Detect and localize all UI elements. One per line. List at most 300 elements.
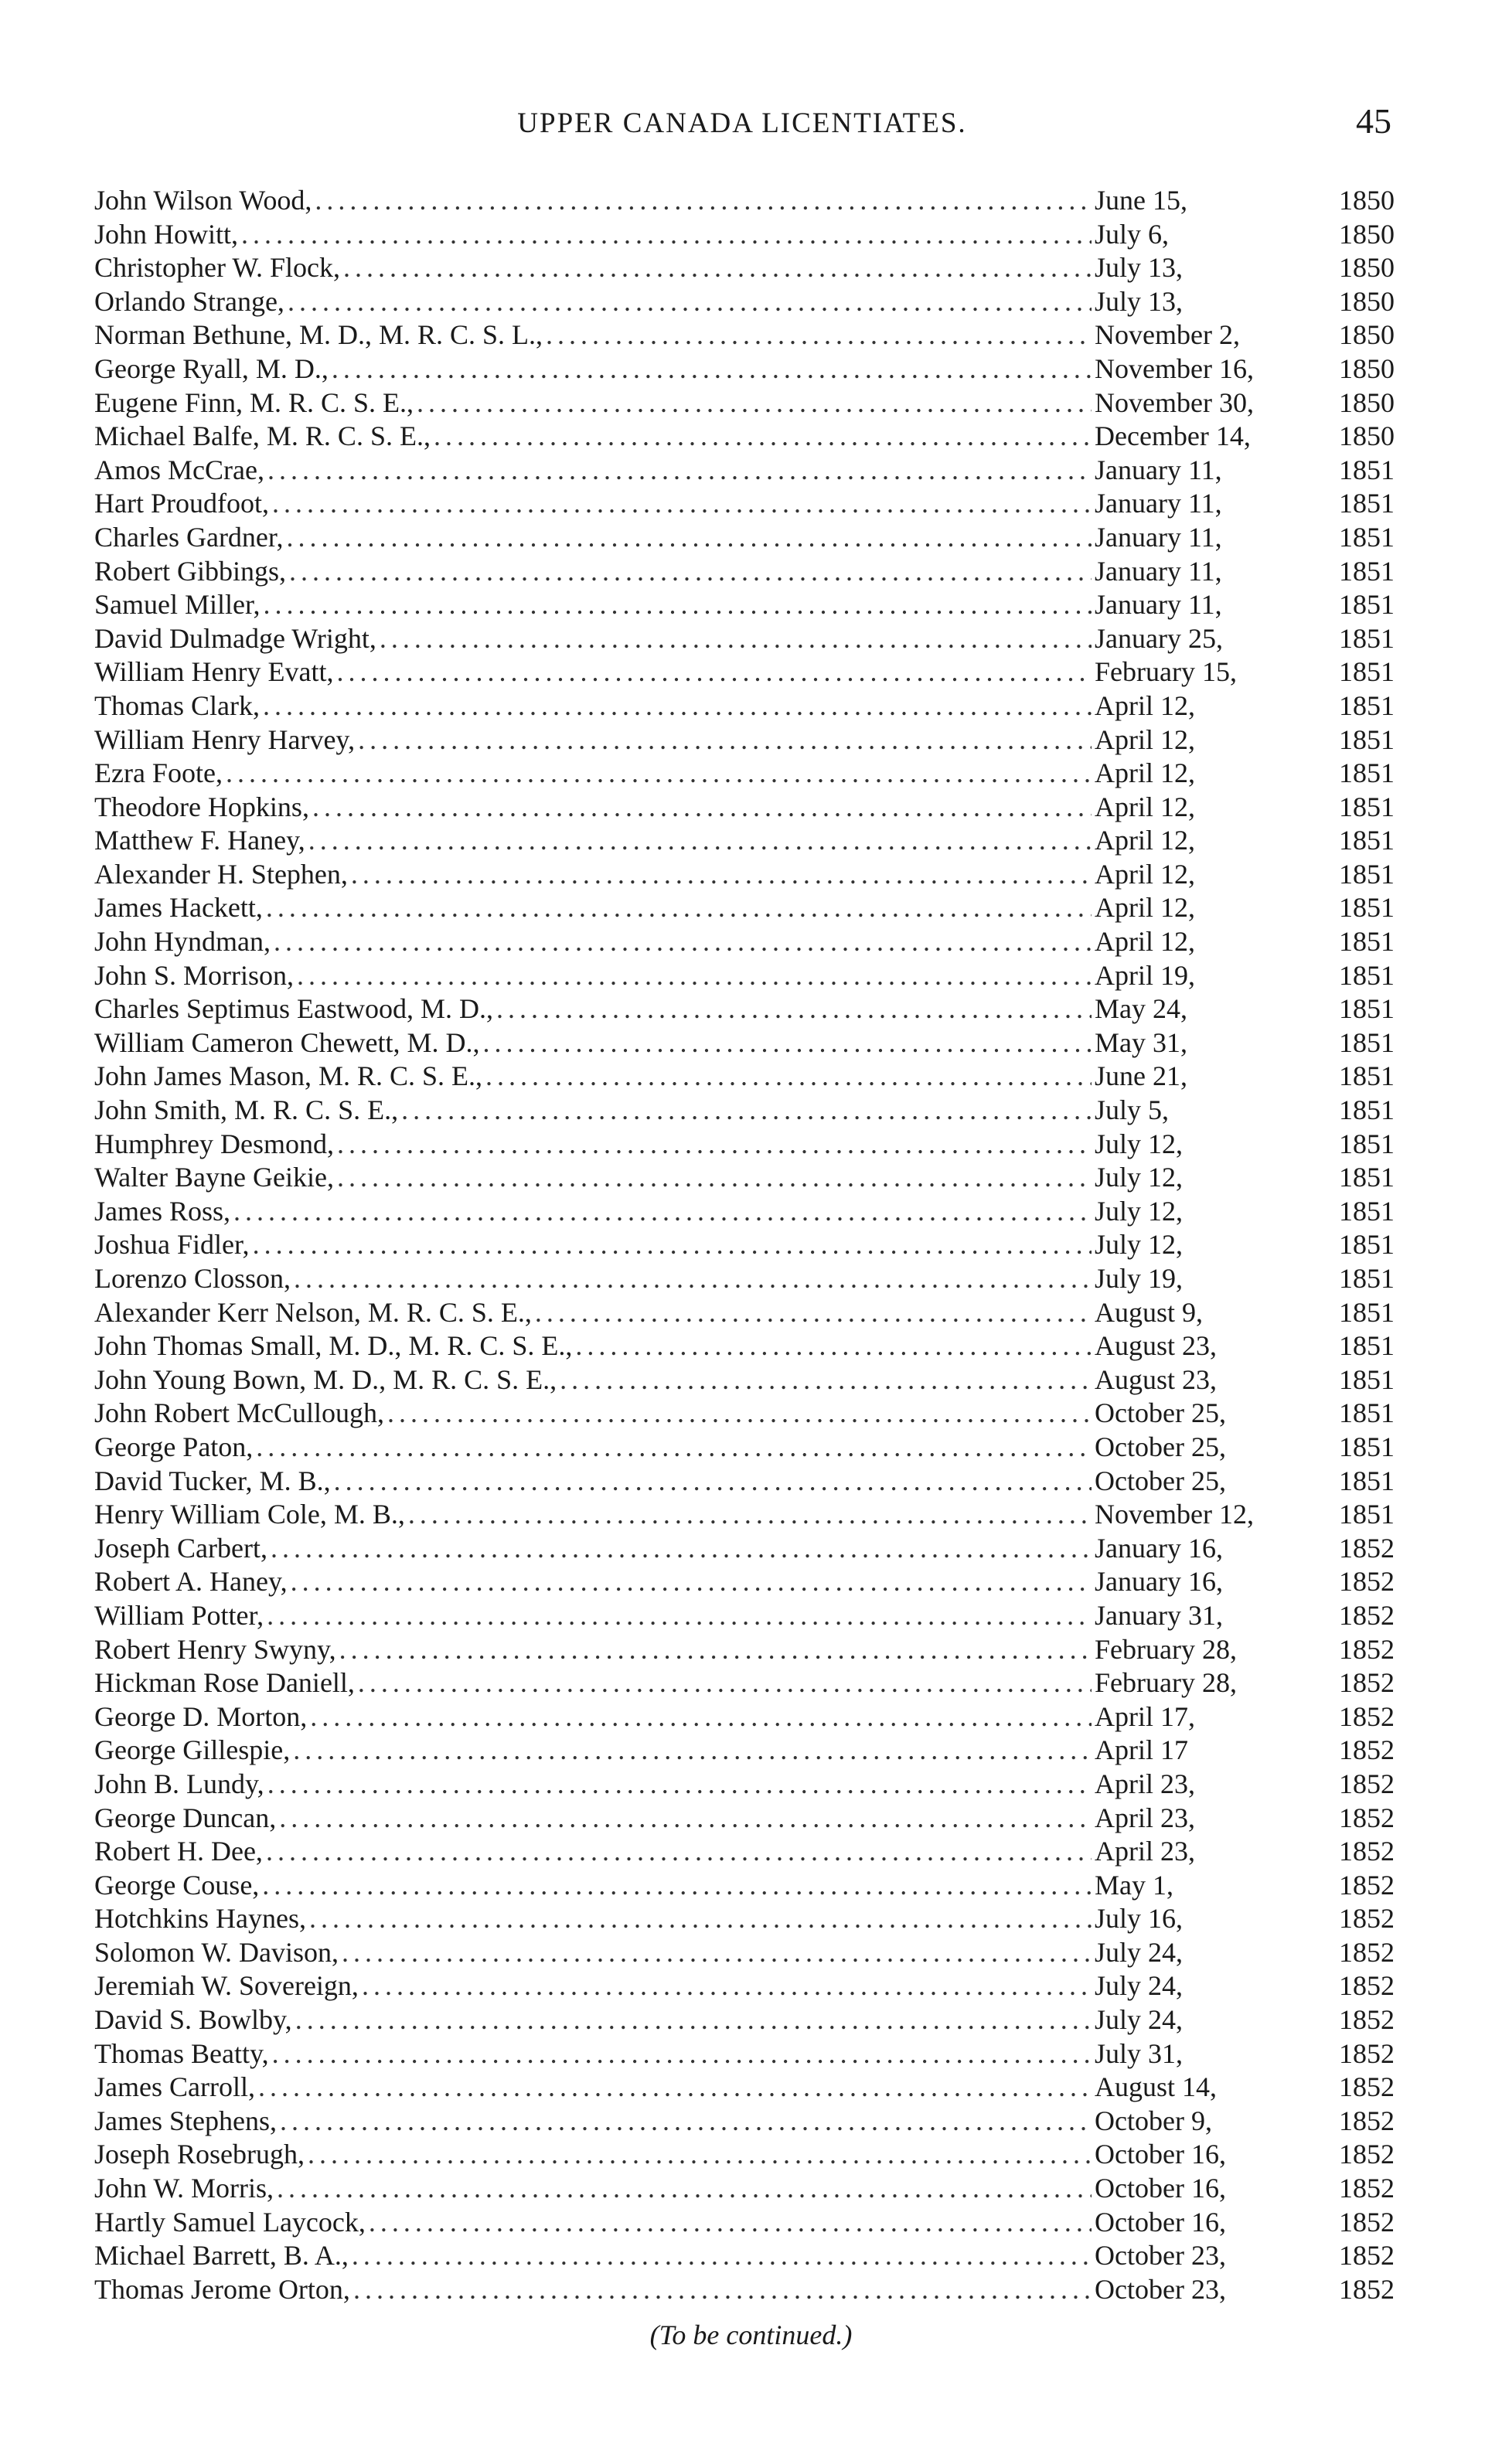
dot-leader xyxy=(560,1363,1092,1396)
licentiate-name: Michael Balfe, M. R. C. S. E., xyxy=(94,420,431,452)
licence-date: October 16, xyxy=(1095,2206,1226,2238)
list-item xyxy=(94,1532,1395,1566)
licence-date: October 25, xyxy=(1095,1431,1226,1462)
list-item xyxy=(94,655,1395,689)
dot-leader xyxy=(535,1296,1092,1329)
licentiate-name: Robert H. Dee, xyxy=(94,1836,263,1867)
list-item xyxy=(94,1431,1395,1465)
licentiate-name: Eugene Finn, M. R. C. S. E., xyxy=(94,386,414,418)
list-item xyxy=(94,184,1395,218)
dot-leader xyxy=(274,925,1092,958)
licence-year: 1850 xyxy=(1339,420,1395,452)
licence-year: 1850 xyxy=(1339,252,1395,284)
licentiate-name: Samuel Miller, xyxy=(94,589,261,621)
licentiate-name: Orlando Strange, xyxy=(94,285,284,317)
list-item xyxy=(94,2071,1395,2105)
dot-leader xyxy=(352,2239,1092,2272)
licence-year: 1851 xyxy=(1339,1330,1395,1362)
dot-leader xyxy=(332,352,1092,385)
licentiate-name: Robert A. Haney, xyxy=(94,1566,288,1598)
dot-leader xyxy=(342,1936,1092,1969)
licentiate-name: David S. Bowlby, xyxy=(94,2004,292,2036)
licentiate-name: Hickman Rose Daniell, xyxy=(94,1667,355,1699)
licentiate-name: Alexander H. Stephen, xyxy=(94,858,348,890)
list-item xyxy=(94,1902,1395,1936)
continued-note: (To be continued.) xyxy=(649,2319,853,2350)
licence-year: 1850 xyxy=(1339,218,1395,250)
licentiate-name: William Henry Harvey, xyxy=(94,723,356,755)
dot-leader xyxy=(362,1969,1092,2002)
licentiate-name: Alexander Kerr Nelson, M. R. C. S. E., xyxy=(94,1296,532,1328)
licence-date: October 23, xyxy=(1095,2273,1226,2305)
list-item xyxy=(94,1329,1395,1363)
dot-leader xyxy=(264,588,1092,621)
list-item xyxy=(94,1094,1395,1128)
page-header xyxy=(93,100,1391,155)
page-number: 45 xyxy=(1356,101,1391,141)
licentiate-name: James Carroll, xyxy=(94,2071,255,2103)
licence-year: 1852 xyxy=(1339,2071,1395,2103)
dot-leader xyxy=(337,1161,1092,1193)
licence-year: 1852 xyxy=(1339,1734,1395,1766)
list-item xyxy=(94,588,1395,622)
licence-year: 1851 xyxy=(1339,1229,1395,1261)
licence-year: 1852 xyxy=(1339,1768,1395,1799)
licence-year: 1851 xyxy=(1339,488,1395,519)
licentiate-name: John Hyndman, xyxy=(94,926,271,958)
dot-leader xyxy=(289,555,1092,587)
licence-date: June 15, xyxy=(1095,185,1187,216)
dot-leader xyxy=(369,2206,1092,2238)
licence-year: 1852 xyxy=(1339,1869,1395,1901)
licentiate-name: John S. Morrison, xyxy=(94,959,295,991)
licence-date: June 21, xyxy=(1095,1060,1187,1092)
licence-date: October 9, xyxy=(1095,2105,1212,2136)
licence-date: July 5, xyxy=(1095,1094,1170,1126)
licence-date: April 17 xyxy=(1095,1734,1188,1766)
list-item xyxy=(94,2273,1395,2307)
licentiate-list xyxy=(94,184,1395,2306)
licence-date: July 12, xyxy=(1095,1195,1184,1227)
licence-date: July 24, xyxy=(1095,1936,1184,1968)
licence-year: 1852 xyxy=(1339,1802,1395,1833)
licence-year: 1851 xyxy=(1339,1263,1395,1294)
licence-date: July 16, xyxy=(1095,1903,1184,1935)
licentiate-name: John W. Morris, xyxy=(94,2173,274,2204)
dot-leader xyxy=(358,1666,1092,1699)
licence-date: July 6, xyxy=(1095,218,1170,250)
dot-leader xyxy=(288,285,1092,318)
licentiate-name: Matthew F. Haney, xyxy=(94,825,305,856)
licence-year: 1852 xyxy=(1339,2037,1395,2069)
dot-leader xyxy=(293,1734,1092,1766)
licence-date: February 15, xyxy=(1095,656,1237,688)
licentiate-name: David Tucker, M. B., xyxy=(94,1465,331,1496)
dot-leader xyxy=(272,487,1092,519)
licence-date: July 19, xyxy=(1095,1263,1184,1294)
dot-leader xyxy=(253,1228,1092,1261)
licence-date: February 28, xyxy=(1095,1667,1237,1699)
dot-leader xyxy=(233,1195,1092,1227)
licence-date: November 16, xyxy=(1095,352,1254,384)
list-item xyxy=(94,1969,1395,2003)
licence-year: 1852 xyxy=(1339,1836,1395,1867)
licentiate-name: George Gillespie, xyxy=(94,1734,291,1766)
dot-leader xyxy=(485,1060,1092,1092)
list-item xyxy=(94,251,1395,285)
licence-date: July 12, xyxy=(1095,1128,1184,1159)
licence-year: 1852 xyxy=(1339,2273,1395,2305)
licentiate-name: George Couse, xyxy=(94,1869,260,1901)
list-item xyxy=(94,1296,1395,1330)
licence-date: April 12, xyxy=(1095,926,1195,958)
dot-leader xyxy=(408,1498,1092,1530)
list-item xyxy=(94,2138,1395,2172)
dot-leader xyxy=(353,2273,1092,2306)
list-item xyxy=(94,352,1395,386)
list-item xyxy=(94,1026,1395,1060)
licentiate-name: Robert Henry Swyny, xyxy=(94,1633,336,1665)
licence-year: 1852 xyxy=(1339,2105,1395,2136)
licence-year: 1851 xyxy=(1339,454,1395,485)
licence-year: 1851 xyxy=(1339,1296,1395,1328)
licence-date: May 31, xyxy=(1095,1026,1187,1058)
list-item xyxy=(94,1161,1395,1195)
dot-leader xyxy=(272,2037,1092,2070)
licence-year: 1851 xyxy=(1339,555,1395,587)
list-item xyxy=(94,1936,1395,1970)
list-item xyxy=(94,1228,1395,1262)
dot-leader xyxy=(575,1329,1092,1362)
dot-leader xyxy=(258,2071,1092,2103)
licence-date: April 12, xyxy=(1095,825,1195,856)
list-item xyxy=(94,1734,1395,1768)
list-item xyxy=(94,386,1395,420)
licence-date: April 12, xyxy=(1095,757,1195,789)
licence-year: 1852 xyxy=(1339,2139,1395,2170)
list-item xyxy=(94,2172,1395,2206)
licence-date: January 11, xyxy=(1095,555,1222,587)
list-item xyxy=(94,959,1395,993)
licence-year: 1852 xyxy=(1339,2240,1395,2272)
licence-year: 1852 xyxy=(1339,1903,1395,1935)
dot-leader xyxy=(387,1397,1092,1429)
licentiate-name: Thomas Clark, xyxy=(94,689,260,721)
licentiate-name: Henry William Cole, M. B., xyxy=(94,1499,405,1530)
licentiate-name: John James Mason, M. R. C. S. E., xyxy=(94,1060,483,1092)
dot-leader xyxy=(256,1431,1092,1463)
licence-year: 1851 xyxy=(1339,622,1395,654)
list-item xyxy=(94,420,1395,454)
licence-year: 1851 xyxy=(1339,791,1395,822)
licence-date: April 17, xyxy=(1095,1700,1195,1732)
licence-date: April 12, xyxy=(1095,858,1195,890)
licence-date: October 25, xyxy=(1095,1465,1226,1496)
licence-date: November 2, xyxy=(1095,319,1240,351)
licence-year: 1851 xyxy=(1339,1397,1395,1429)
licence-date: April 12, xyxy=(1095,689,1195,721)
licence-year: 1851 xyxy=(1339,1465,1395,1496)
licence-year: 1851 xyxy=(1339,1128,1395,1159)
dot-leader xyxy=(358,723,1092,756)
licence-year: 1851 xyxy=(1339,1431,1395,1462)
licence-date: May 1, xyxy=(1095,1869,1173,1901)
licence-date: July 13, xyxy=(1095,252,1184,284)
licence-date: October 25, xyxy=(1095,1397,1226,1429)
dot-leader xyxy=(267,454,1092,486)
licentiate-name: George Ryall, M. D., xyxy=(94,352,329,384)
licence-year: 1851 xyxy=(1339,858,1395,890)
licentiate-name: James Hackett, xyxy=(94,892,263,924)
list-item xyxy=(94,824,1395,858)
dot-leader xyxy=(315,184,1092,216)
dot-leader xyxy=(266,891,1092,924)
licentiate-name: George Duncan, xyxy=(94,1802,277,1833)
licentiate-name: John Howitt, xyxy=(94,218,239,250)
licence-year: 1851 xyxy=(1339,723,1395,755)
list-item xyxy=(94,858,1395,892)
dot-leader xyxy=(271,1532,1092,1564)
dot-leader xyxy=(309,1902,1092,1935)
licence-date: January 25, xyxy=(1095,622,1223,654)
list-item xyxy=(94,2037,1395,2071)
licentiate-name: Ezra Foote, xyxy=(94,757,223,789)
licence-year: 1851 xyxy=(1339,1363,1395,1395)
licence-date: October 23, xyxy=(1095,2240,1226,2272)
licence-date: July 12, xyxy=(1095,1162,1184,1193)
list-item xyxy=(94,2105,1395,2139)
licentiate-name: Christopher W. Flock, xyxy=(94,252,341,284)
list-item xyxy=(94,1599,1395,1633)
licentiate-name: Joseph Carbert, xyxy=(94,1532,267,1564)
licence-date: April 12, xyxy=(1095,791,1195,822)
dot-leader xyxy=(266,1835,1092,1867)
licence-date: November 12, xyxy=(1095,1499,1254,1530)
licence-date: January 11, xyxy=(1095,488,1222,519)
list-item xyxy=(94,1128,1395,1162)
licence-year: 1852 xyxy=(1339,2206,1395,2238)
licentiate-name: John Young Bown, M. D., M. R. C. S. E., xyxy=(94,1363,557,1395)
licence-year: 1852 xyxy=(1339,1633,1395,1665)
dot-leader xyxy=(263,689,1092,722)
licence-year: 1852 xyxy=(1339,1667,1395,1699)
licentiate-name: Hart Proudfoot, xyxy=(94,488,269,519)
dot-leader xyxy=(277,2172,1092,2204)
licentiate-name: William Potter, xyxy=(94,1599,264,1631)
licence-date: January 16, xyxy=(1095,1566,1223,1598)
licence-year: 1850 xyxy=(1339,285,1395,317)
list-item xyxy=(94,2003,1395,2037)
licentiate-name: Charles Septimus Eastwood, M. D., xyxy=(94,993,493,1025)
licentiate-name: Theodore Hopkins, xyxy=(94,791,309,822)
licence-date: January 11, xyxy=(1095,454,1222,485)
list-item xyxy=(94,1363,1395,1397)
licence-date: August 9, xyxy=(1095,1296,1204,1328)
list-item xyxy=(94,487,1395,521)
licence-year: 1851 xyxy=(1339,1060,1395,1092)
licence-year: 1852 xyxy=(1339,1700,1395,1732)
dot-leader xyxy=(291,1565,1092,1598)
dot-leader xyxy=(343,251,1092,284)
dot-leader xyxy=(496,992,1092,1025)
licence-date: December 14, xyxy=(1095,420,1251,452)
list-item xyxy=(94,2206,1395,2240)
licentiate-name: John Wilson Wood, xyxy=(94,185,312,216)
licence-date: July 12, xyxy=(1095,1229,1184,1261)
dot-leader xyxy=(308,2138,1092,2170)
dot-leader xyxy=(380,622,1092,655)
licence-year: 1851 xyxy=(1339,757,1395,789)
licentiate-name: Hotchkins Haynes, xyxy=(94,1903,306,1935)
licence-date: January 31, xyxy=(1095,1599,1223,1631)
licence-date: August 14, xyxy=(1095,2071,1218,2103)
dot-leader xyxy=(294,1262,1092,1295)
list-item xyxy=(94,1397,1395,1431)
licentiate-name: Thomas Jerome Orton, xyxy=(94,2273,350,2305)
licence-date: April 23, xyxy=(1095,1768,1195,1799)
licence-date: July 24, xyxy=(1095,2004,1184,2036)
licence-year: 1850 xyxy=(1339,386,1395,418)
licence-year: 1850 xyxy=(1339,185,1395,216)
dot-leader xyxy=(434,420,1092,452)
list-item xyxy=(94,992,1395,1026)
licence-date: July 24, xyxy=(1095,1970,1184,2002)
list-item xyxy=(94,1869,1395,1903)
dot-leader xyxy=(334,1465,1092,1497)
list-item xyxy=(94,791,1395,825)
dot-leader xyxy=(279,1802,1092,1834)
licence-year: 1851 xyxy=(1339,1499,1395,1530)
licence-year: 1852 xyxy=(1339,1532,1395,1564)
dot-leader xyxy=(286,521,1092,553)
licentiate-name: George Paton, xyxy=(94,1431,254,1462)
licentiate-name: Norman Bethune, M. D., M. R. C. S. L., xyxy=(94,319,543,351)
list-item xyxy=(94,1802,1395,1836)
dot-leader xyxy=(310,1700,1092,1733)
list-item xyxy=(94,285,1395,319)
licence-date: April 23, xyxy=(1095,1836,1195,1867)
licence-year: 1852 xyxy=(1339,2173,1395,2204)
licence-date: January 11, xyxy=(1095,589,1222,621)
licentiate-name: David Dulmadge Wright, xyxy=(94,622,376,654)
licentiate-name: Michael Barrett, B. A., xyxy=(94,2240,349,2272)
licentiate-name: Charles Gardner, xyxy=(94,521,284,553)
licence-year: 1851 xyxy=(1339,959,1395,991)
dot-leader xyxy=(337,1128,1092,1160)
dot-leader xyxy=(267,1768,1092,1800)
licence-date: February 28, xyxy=(1095,1633,1237,1665)
licence-year: 1850 xyxy=(1339,319,1395,351)
licence-year: 1851 xyxy=(1339,521,1395,553)
list-item xyxy=(94,1195,1395,1229)
licence-year: 1851 xyxy=(1339,1162,1395,1193)
licence-date: July 31, xyxy=(1095,2037,1184,2069)
dot-leader xyxy=(312,791,1092,823)
list-item xyxy=(94,555,1395,589)
dot-leader xyxy=(339,1633,1092,1666)
licence-date: July 13, xyxy=(1095,285,1184,317)
list-item xyxy=(94,925,1395,959)
licentiate-name: Lorenzo Closson, xyxy=(94,1263,291,1294)
licentiate-name: Amos McCrae, xyxy=(94,454,264,485)
list-item xyxy=(94,1666,1395,1700)
list-item xyxy=(94,1060,1395,1094)
list-item xyxy=(94,454,1395,488)
licence-year: 1852 xyxy=(1339,2004,1395,2036)
licentiate-name: Jeremiah W. Sovereign, xyxy=(94,1970,359,2002)
licence-year: 1852 xyxy=(1339,1936,1395,1968)
list-item xyxy=(94,1633,1395,1667)
list-item xyxy=(94,1498,1395,1532)
licence-year: 1851 xyxy=(1339,1026,1395,1058)
dot-leader xyxy=(351,858,1092,890)
licence-year: 1851 xyxy=(1339,689,1395,721)
dot-leader xyxy=(336,655,1092,688)
licence-year: 1851 xyxy=(1339,1195,1395,1227)
licentiate-name: William Cameron Chewett, M. D., xyxy=(94,1026,480,1058)
list-item xyxy=(94,891,1395,925)
dot-leader xyxy=(262,1869,1092,1901)
licentiate-name: John Smith, M. R. C. S. E., xyxy=(94,1094,399,1126)
licence-date: October 16, xyxy=(1095,2173,1226,2204)
licentiate-name: Humphrey Desmond, xyxy=(94,1128,334,1159)
licentiate-name: Robert Gibbings, xyxy=(94,555,286,587)
list-item xyxy=(94,1768,1395,1802)
dot-leader xyxy=(280,2105,1092,2137)
dot-leader xyxy=(482,1026,1092,1059)
licence-date: January 16, xyxy=(1095,1532,1223,1564)
licence-year: 1852 xyxy=(1339,1970,1395,2002)
dot-leader xyxy=(308,824,1092,856)
licentiate-name: John B. Lundy, xyxy=(94,1768,264,1799)
list-item xyxy=(94,1700,1395,1734)
licence-date: April 19, xyxy=(1095,959,1195,991)
licence-year: 1851 xyxy=(1339,993,1395,1025)
licentiate-name: Thomas Beatty, xyxy=(94,2037,269,2069)
licentiate-name: James Ross, xyxy=(94,1195,231,1227)
list-item xyxy=(94,723,1395,757)
dot-leader xyxy=(241,218,1092,250)
licentiate-name: Joseph Rosebrugh, xyxy=(94,2139,305,2170)
dot-leader xyxy=(401,1094,1092,1126)
list-item xyxy=(94,757,1395,791)
licentiate-name: William Henry Evatt, xyxy=(94,656,334,688)
list-item xyxy=(94,689,1395,723)
licence-date: April 12, xyxy=(1095,723,1195,755)
licence-date: October 16, xyxy=(1095,2139,1226,2170)
licence-year: 1852 xyxy=(1339,1599,1395,1631)
licence-year: 1851 xyxy=(1339,892,1395,924)
list-item xyxy=(94,218,1395,252)
licence-year: 1852 xyxy=(1339,1566,1395,1598)
list-item xyxy=(94,521,1395,555)
licence-year: 1851 xyxy=(1339,825,1395,856)
running-head: UPPER CANADA LICENTIATES. xyxy=(517,107,967,139)
licence-date: April 12, xyxy=(1095,892,1195,924)
licentiate-name: John Thomas Small, M. D., M. R. C. S. E., xyxy=(94,1330,573,1362)
licentiate-name: John Robert McCullough, xyxy=(94,1397,384,1429)
licence-year: 1850 xyxy=(1339,352,1395,384)
licence-year: 1851 xyxy=(1339,926,1395,958)
licence-date: November 30, xyxy=(1095,386,1254,418)
list-item xyxy=(94,1262,1395,1296)
dot-leader xyxy=(267,1599,1092,1632)
dot-leader xyxy=(546,318,1092,351)
list-item xyxy=(94,1465,1395,1499)
list-item xyxy=(94,1835,1395,1869)
dot-leader xyxy=(295,2003,1092,2036)
list-item xyxy=(94,2239,1395,2273)
